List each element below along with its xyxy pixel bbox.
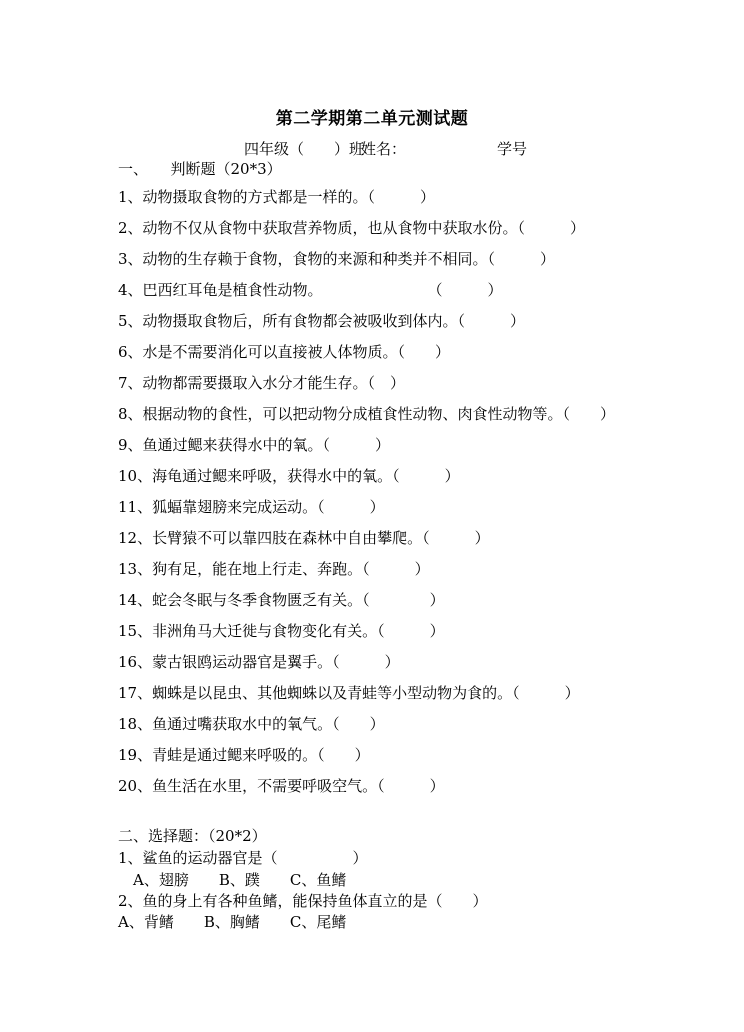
section2-heading: 二、选择题：（20*2） — [118, 827, 267, 845]
judgment-item: 12、长臂猿不可以靠四肢在森林中自由攀爬。（ ） — [118, 529, 490, 547]
student-id-label: 学号 — [497, 140, 528, 158]
page-title: 第二学期第二单元测试题 — [275, 109, 469, 129]
choice-question: 1、鲨鱼的运动器官是（ ） — [118, 849, 368, 867]
judgment-item: 1、动物摄取食物的方式都是一样的。（ ） — [118, 188, 436, 206]
judgment-item: 15、非洲角马大迁徙与食物变化有关。（ ） — [118, 622, 445, 640]
judgment-item: 4、巴西红耳龟是植食性动物。 （ ） — [118, 281, 503, 299]
judgment-item: 16、蒙古银鸥运动器官是翼手。（ ） — [118, 653, 400, 671]
judgment-item: 13、狗有足，能在地上行走、奔跑。（ ） — [118, 560, 430, 578]
judgment-item: 10、海龟通过鳃来呼吸，获得水中的氧。（ ） — [118, 467, 460, 485]
judgment-item: 19、青蛙是通过鳃来呼吸的。（ ） — [118, 746, 370, 764]
choice-options: A、背鳍 B、胸鳍 C、尾鳍 — [118, 913, 347, 931]
judgment-item: 5、动物摄取食物后，所有食物都会被吸收到体内。（ ） — [118, 312, 526, 330]
grade-class-label: 四年级（ ）班 — [244, 140, 365, 158]
judgment-item: 3、动物的生存赖于食物，食物的来源和种类并不相同。（ ） — [118, 250, 556, 268]
choice-options: A、翅膀 B、蹼 C、鱼鳍 — [118, 871, 347, 889]
judgment-item: 8、根据动物的食性，可以把动物分成植食性动物、肉食性动物等。（ ） — [118, 405, 616, 423]
section1-heading: 一、 判断题（20*3） — [118, 160, 282, 178]
judgment-item: 17、蜘蛛是以昆虫、其他蜘蛛以及青蛙等小型动物为食的。（ ） — [118, 684, 580, 702]
judgment-item: 2、动物不仅从食物中获取营养物质，也从食物中获取水份。（ ） — [118, 219, 586, 237]
judgment-item: 20、鱼生活在水里，不需要呼吸空气。（ ） — [118, 777, 445, 795]
judgment-item: 6、水是不需要消化可以直接被人体物质。（ ） — [118, 343, 451, 361]
judgment-item: 14、蛇会冬眠与冬季食物匮乏有关。（ ） — [118, 591, 445, 609]
choice-question: 2、鱼的身上有各种鱼鳍，能保持鱼体直立的是（ ） — [118, 892, 488, 910]
judgment-item: 9、鱼通过鳃来获得水中的氧。（ ） — [118, 436, 391, 454]
name-label: 姓名： — [361, 140, 407, 158]
judgment-item: 11、狐蝠靠翅膀来完成运动。（ ） — [118, 498, 385, 516]
judgment-item: 18、鱼通过嘴获取水中的氧气。（ ） — [118, 715, 385, 733]
judgment-item: 7、动物都需要摄取入水分才能生存。（ ） — [118, 374, 406, 392]
